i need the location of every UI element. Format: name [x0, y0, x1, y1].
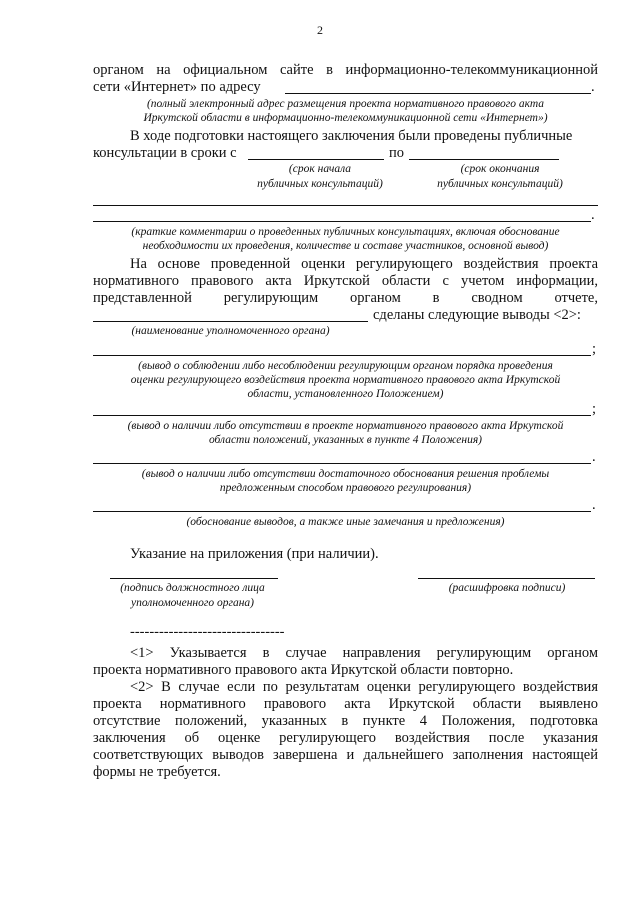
address-field-line — [285, 93, 591, 94]
p2-line1: В ходе подготовки настоящего заключения были проведены публичные — [130, 128, 573, 144]
footnote-1-line2: проекта нормативного правового акта Иркутской области повторно. — [93, 662, 514, 678]
footnote-2-line4: заключения об оценке регулирующего воздействия после указания — [93, 730, 598, 746]
hint-conclusion-2b: области положений, указанных в пункте 4 Положения) — [208, 434, 483, 446]
conclusion-4-end: . — [592, 497, 596, 513]
footnote-2-line5: соответствующих выводов завершена и дальнейшего заполнения настоящей — [93, 747, 598, 763]
conclusion-4-line — [93, 511, 591, 512]
hint-start-1: (срок начала — [288, 163, 352, 175]
comments-line-2 — [93, 221, 591, 222]
conclusion-2-line — [93, 415, 591, 416]
hint-signature-2: уполномоченного органа) — [130, 597, 255, 609]
hint-conclusion-3b: предложенным способом правового регулирования) — [219, 482, 472, 494]
hint-conclusion-1a: (вывод о соблюдении либо несоблюдении регулирующим органом порядка проведения — [138, 360, 553, 372]
comments-end: . — [591, 207, 595, 223]
signature-decode-line — [418, 578, 595, 579]
org-name-line — [93, 321, 368, 322]
hint-conclusion-3a: (вывод о наличии либо отсутствии достаточного обоснования решения проблемы — [141, 468, 550, 480]
conclusion-1-line — [93, 355, 591, 356]
hint-decode: (расшифровка подписи) — [448, 582, 566, 594]
p2-line2b: по — [389, 145, 405, 161]
hint-end-2: публичных консультаций) — [437, 178, 563, 190]
hint-conclusion-4: (обоснование выводов, а также иные замечания и предложения) — [186, 516, 505, 528]
footnote-2-line6: формы не требуется. — [93, 764, 221, 780]
p3-line2: нормативного правового акта Иркутской области с учетом информации, — [93, 273, 598, 289]
p1-line1: органом на официальном сайте в информационно-телекоммуникационной — [93, 62, 598, 78]
conclusion-2-end: ; — [592, 401, 597, 417]
hint-address-2: Иркутской области в информационно-телекоммуникационной сети «Интернет») — [143, 112, 548, 124]
attachments-note: Указание на приложения (при наличии). — [130, 546, 379, 562]
conclusion-3-line — [93, 463, 591, 464]
hint-comments-2: необходимости их проведения, количестве и составе участников, основной вывод) — [142, 240, 549, 252]
hint-conclusion-2a: (вывод о наличии либо отсутствии в проекте нормативного правового акта Иркутской — [127, 420, 564, 432]
hint-conclusion-1c: области, установленного Положением) — [247, 388, 444, 400]
p1-line2: сети «Интернет» по адресу — [93, 79, 261, 95]
conclusion-1-end: ; — [592, 341, 597, 357]
hint-org: (наименование уполномоченного органа) — [131, 325, 330, 337]
hint-comments-1: (краткие комментарии о проведенных публичных консультациях, включая обоснование — [131, 226, 560, 238]
conclusion-3-end: . — [592, 449, 596, 465]
hint-conclusion-1b: оценки регулирующего воздействия проекта нормативного правового акта Иркутской — [130, 374, 561, 386]
hint-start-2: публичных консультаций) — [257, 178, 383, 190]
page-number: 2 — [317, 23, 323, 37]
hint-address-1: (полный электронный адрес размещения проекта нормативного правового акта — [146, 98, 545, 110]
signature-line — [110, 578, 278, 579]
p3-line4: сделаны следующие выводы <2>: — [373, 307, 581, 323]
footnote-2-line2: проекта нормативного правового акта Иркутской области выявлено — [93, 696, 598, 712]
hint-signature-1: (подпись должностного лица — [120, 582, 265, 594]
p1-end: . — [591, 79, 595, 95]
start-date-line — [248, 159, 384, 160]
p3-line3: представленной регулирующим органом в сводном отчете, — [93, 290, 598, 306]
footnote-2-line1: <2> В случае если по результатам оценки регулирующего воздействия — [130, 679, 598, 695]
footnote-2-line3: отсутствие положений, указанных в пункте 4 Положения, подготовка — [93, 713, 598, 729]
end-date-line — [409, 159, 559, 160]
comments-line-1 — [93, 205, 598, 206]
hint-end-1: (срок окончания — [460, 163, 540, 175]
footnote-separator: -------------------------------- — [130, 624, 285, 640]
footnote-1-line1: <1> Указывается в случае направления регулирующим органом — [130, 645, 598, 661]
p3-line1: На основе проведенной оценки регулирующего воздействия проекта — [130, 256, 598, 272]
p2-line2a: консультации в сроки с — [93, 145, 237, 161]
